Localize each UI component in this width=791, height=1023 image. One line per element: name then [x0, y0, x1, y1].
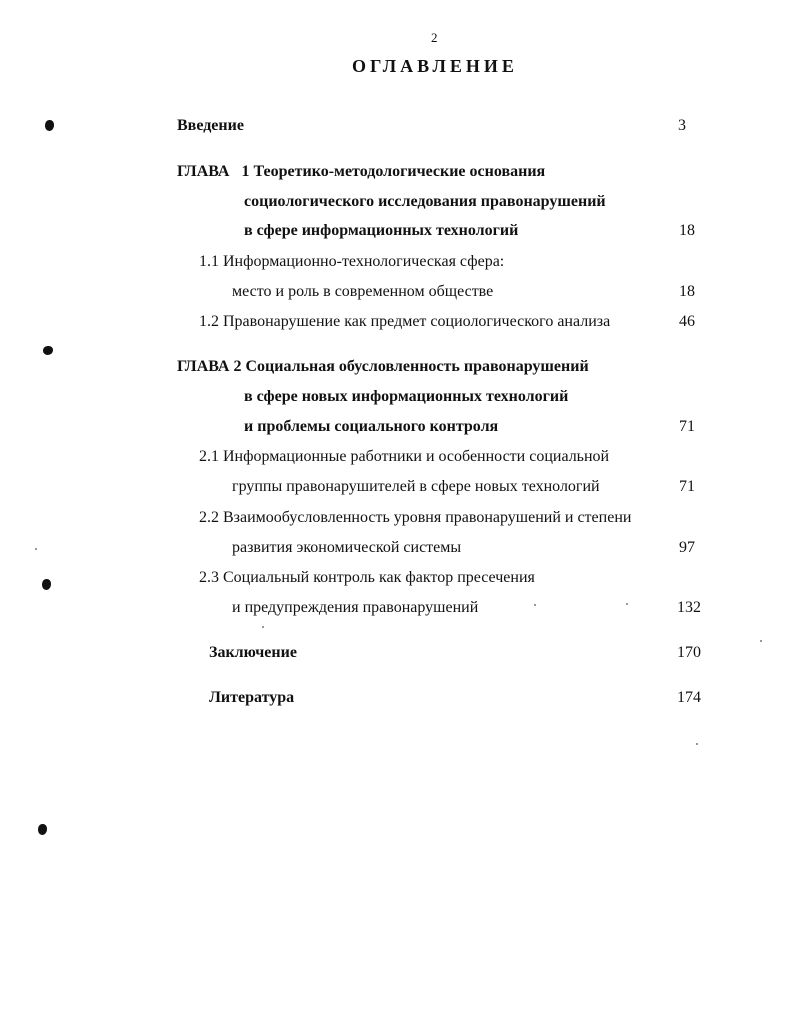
toc-page-chapter-2: 71: [679, 418, 695, 435]
scan-speck: [760, 640, 762, 642]
punch-hole-mark: [45, 120, 54, 131]
toc-section-2-3-line-1: 2.3 Социальный контроль как фактор пресечения: [199, 569, 535, 586]
toc-section-2-2-line-2: развития экономической системы: [232, 539, 462, 556]
toc-section-1-1-line-1: 1.1 Информационно-технологическая сфера:: [199, 253, 505, 270]
toc-entry-literature: Литература: [209, 689, 295, 706]
toc-chapter-1-line-2: социологического исследования правонарушений: [244, 193, 606, 210]
toc-section-2-3-line-2: и предупреждения правонарушений: [232, 599, 479, 616]
toc-chapter-2-line-1: ГЛАВА 2 Социальная обусловленность правонарушений: [177, 358, 589, 375]
page-title: ОГЛАВЛЕНИЕ: [352, 56, 518, 76]
toc-page-section-2-2: 97: [679, 539, 695, 556]
toc-chapter-2-line-3: и проблемы социального контроля: [244, 418, 499, 435]
scan-speck: [35, 548, 37, 550]
scan-speck: [262, 626, 264, 628]
toc-page-chapter-1: 18: [679, 222, 695, 239]
toc-section-2-1-line-1: 2.1 Информационные работники и особенности социальной: [199, 448, 610, 465]
punch-hole-mark: [43, 346, 53, 355]
toc-chapter-2-line-2: в сфере новых информационных технологий: [244, 388, 569, 405]
punch-hole-mark: [38, 824, 47, 835]
toc-section-1-1-line-2: место и роль в современном обществе: [232, 283, 494, 300]
scan-speck: [534, 604, 536, 606]
toc-entry-conclusion: Заключение: [209, 644, 297, 661]
punch-hole-mark: [42, 579, 51, 590]
toc-chapter-1-line-3: в сфере информационных технологий: [244, 222, 519, 239]
scan-speck: [696, 743, 698, 745]
toc-page-section-2-3: 132: [677, 599, 701, 616]
toc-page-intro: 3: [678, 117, 686, 134]
page-number: 2: [431, 30, 438, 45]
toc-entry-intro: Введение: [177, 117, 244, 134]
toc-page-literature: 174: [677, 689, 701, 706]
toc-section-2-2-line-1: 2.2 Взаимообусловленность уровня правонарушений и степени: [199, 509, 632, 526]
toc-page-section-1-2: 46: [679, 313, 695, 330]
toc-page-conclusion: 170: [677, 644, 701, 661]
toc-chapter-1-line-1: ГЛАВА 1 Теоретико-методологические основания: [177, 163, 546, 180]
toc-page-section-1-1: 18: [679, 283, 695, 300]
toc-section-2-1-line-2: группы правонарушителей в сфере новых технологий: [232, 478, 600, 495]
toc-section-1-2-line-1: 1.2 Правонарушение как предмет социологического анализа: [199, 313, 611, 330]
toc-page-section-2-1: 71: [679, 478, 695, 495]
scan-speck: [626, 603, 628, 605]
